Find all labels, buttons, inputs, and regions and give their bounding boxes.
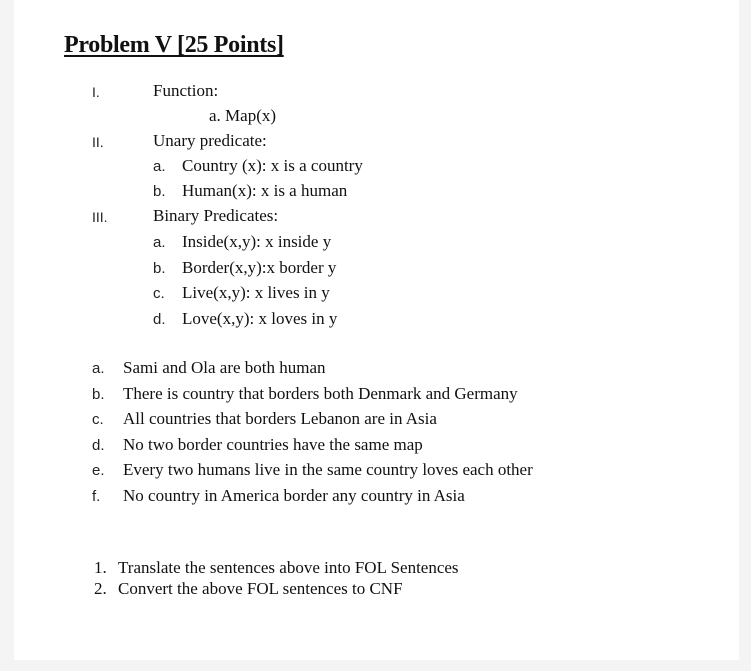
item-text: Inside(x,y): x inside y: [182, 232, 332, 251]
section-numeral: II.: [92, 134, 104, 150]
item-marker: a.: [153, 158, 166, 175]
sentence-text: All countries that borders Lebanon are in Asia: [123, 409, 437, 428]
sentence-text: Sami and Ola are both human: [123, 358, 326, 377]
item-marker: a.: [209, 106, 221, 125]
section-heading: Function:: [153, 81, 219, 100]
item-marker: e.: [92, 462, 105, 479]
section-heading: Unary predicate:: [153, 131, 267, 150]
item-marker: d.: [92, 437, 105, 454]
sentence-text: There is country that borders both Denmark and Germany: [123, 384, 518, 403]
item-marker: c.: [92, 411, 104, 428]
item-marker: d.: [153, 311, 166, 328]
item-marker: a.: [153, 234, 166, 251]
sentence-text: No two border countries have the same map: [123, 435, 423, 454]
item-marker: b.: [153, 183, 166, 200]
item-marker: c.: [153, 285, 165, 302]
item-marker: 2.: [94, 579, 107, 598]
task-text: Translate the sentences above into FOL Sentences: [118, 558, 459, 577]
item-marker: a.: [92, 360, 105, 377]
sentence-text: Every two humans live in the same country loves each other: [123, 460, 533, 479]
problem-title: Problem V [25 Points]: [64, 32, 284, 58]
item-text: Live(x,y): x lives in y: [182, 283, 330, 302]
sentence-text: No country in America border any country in Asia: [123, 486, 465, 505]
section-heading: Binary Predicates:: [153, 206, 279, 225]
task-text: Convert the above FOL sentences to CNF: [118, 579, 403, 598]
section-numeral: I.: [92, 84, 100, 100]
item-text: Love(x,y): x loves in y: [182, 309, 338, 328]
item-text: Human(x): x is a human: [182, 181, 348, 200]
list-item: [209, 106, 276, 126]
item-marker: f.: [92, 488, 101, 505]
item-marker: b.: [153, 260, 166, 277]
item-marker: 1.: [94, 558, 107, 577]
item-text: Country (x): x is a country: [182, 156, 363, 175]
item-text: Map(x): [225, 106, 277, 125]
section-numeral: III.: [92, 209, 108, 225]
item-text: Border(x,y):x border y: [182, 258, 337, 277]
document-page: [14, 0, 739, 660]
item-marker: b.: [92, 386, 105, 403]
